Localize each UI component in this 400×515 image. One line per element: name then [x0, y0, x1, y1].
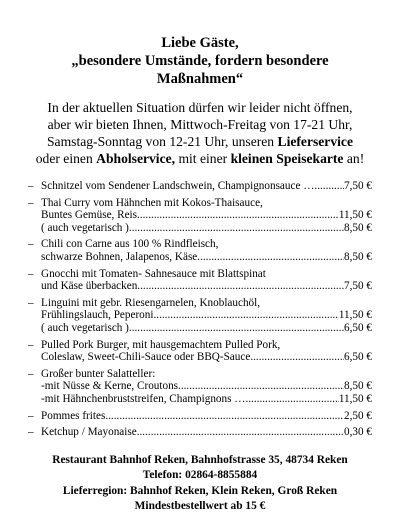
dot-leader — [129, 322, 344, 335]
menu-item — [28, 197, 372, 235]
menu-line-text: Buntes Gemüse, Reis — [41, 209, 138, 222]
menu-line-text: Chili con Carne aus 100 % Rindfleisch, — [41, 238, 219, 251]
dot-leader — [137, 426, 344, 439]
intro-line-3-text: Samstag-Sonntag von 12-21 Uhr, unseren — [46, 134, 278, 149]
menu-line — [41, 251, 372, 264]
dot-leader — [314, 180, 344, 193]
menu-line — [41, 322, 372, 335]
menu-item — [28, 426, 372, 439]
menu-line-price: 11,50 € — [338, 209, 372, 222]
dash-bullet: – — [28, 267, 34, 280]
menu-item-body — [41, 426, 372, 439]
menu-item-body — [41, 368, 372, 406]
speisekarte-label: kleinen Speisekarte — [230, 151, 344, 166]
menu-line-price: 8,50 € — [344, 380, 372, 393]
menu-item-body — [41, 410, 372, 423]
dash-bullet: – — [28, 367, 34, 380]
intro-line-1: In der aktuellen Situation dürfen wir leider nicht öffnen, — [47, 100, 353, 115]
menu-line-price: 8,50 € — [344, 250, 372, 263]
menu-line — [41, 222, 372, 235]
menu-item — [28, 268, 372, 293]
dash-bullet: – — [28, 338, 34, 351]
menu-line-text: Schnitzel vom Sendener Landschwein, Champignonsauce … — [41, 180, 315, 192]
dash-bullet: – — [28, 296, 34, 309]
menu-line-text: Pommes frites — [41, 409, 106, 422]
restaurant-phone: Telefon: 02864-8855884 — [142, 469, 258, 482]
menu-line-price: 7,50 € — [344, 180, 372, 192]
menu-item-body — [41, 268, 372, 293]
abholservice-label: Abholservice, — [96, 151, 176, 166]
menu-item-body — [41, 238, 372, 263]
intro-line-2: aber wir bieten Ihnen, Mittwoch-Freitag von 17-21 Uhr, — [47, 117, 353, 132]
menu-item — [28, 297, 372, 335]
menu-line — [41, 426, 372, 439]
dash-bullet: – — [28, 180, 34, 192]
menu-line-text: Großer bunter Salatteller: — [41, 367, 156, 380]
menu-line — [41, 309, 372, 322]
intro-text — [28, 99, 372, 167]
menu-item — [28, 410, 372, 423]
dash-bullet: – — [28, 426, 34, 439]
menu-line-text: und Käse überbacken — [41, 280, 138, 293]
greeting: Liebe Gäste, — [161, 35, 239, 51]
menu-item-body — [41, 180, 372, 193]
dot-leader — [197, 251, 344, 264]
intro-line-3 — [28, 133, 372, 150]
intro-line-4-text-b: mit einer — [175, 151, 231, 166]
menu-line-price: 8,50 € — [344, 221, 372, 234]
menu-line-price: 2,50 € — [344, 409, 372, 422]
menu-line — [41, 368, 372, 381]
menu-line-text: Pulled Pork Burger, mit hausgemachtem Pulled Pork, — [41, 338, 281, 351]
menu-line-price: 6,50 € — [344, 321, 372, 334]
footer — [28, 453, 372, 515]
menu-line — [41, 180, 372, 193]
menu-line-text: Thai Curry vom Hähnchen mit Kokos-Thaisauce, — [41, 196, 263, 209]
dot-leader — [250, 351, 344, 364]
dot-leader — [178, 380, 344, 393]
menu-line-text: -mit Nüsse & Kerne, Croutons — [41, 380, 179, 393]
menu-line — [41, 268, 372, 281]
menu-item — [28, 339, 372, 364]
menu-line — [41, 209, 372, 222]
menu-line-text: Coleslaw, Sweet-Chili-Sauce oder BBQ-Sauce — [41, 351, 251, 364]
menu-line-text: Linguini mit gebr. Riesengarnelen, Knoblauchöl, — [41, 296, 261, 309]
menu-line-text: ( auch vegetarisch ) — [41, 321, 129, 334]
menu-line-text: schwarze Bohnen, Jalapenos, Käse — [41, 250, 198, 263]
restaurant-address: Restaurant Bahnhof Reken, Bahnhofstrasse 35, 48734 Reken — [52, 453, 348, 466]
menu-list — [28, 180, 372, 439]
menu-item — [28, 368, 372, 406]
menu-line — [41, 238, 372, 251]
menu-item — [28, 238, 372, 263]
lieferservice-label: Lieferservice — [277, 134, 353, 149]
menu-line-price: 7,50 € — [344, 280, 372, 293]
dot-leader — [129, 222, 344, 235]
menu-line — [41, 339, 372, 352]
menu-line — [41, 380, 372, 393]
intro-line-4 — [28, 150, 372, 167]
menu-line-text: Gnocchi mit Tomaten- Sahnesauce mit Blattspinat — [41, 267, 266, 280]
menu-line — [41, 393, 372, 406]
menu-line — [41, 297, 372, 310]
dot-leader — [153, 309, 338, 322]
menu-line-text: ( auch vegetarisch ) — [41, 221, 129, 234]
menu-line — [41, 280, 372, 293]
menu-line-price: 11,50 € — [338, 309, 372, 322]
dot-leader — [137, 209, 339, 222]
dot-leader — [137, 280, 344, 293]
subtitle: „besondere Umstände, fordern besondere Maßnahmen“ — [71, 53, 329, 87]
dot-leader — [245, 393, 338, 406]
minimum-order: Mindestbestellwert ab 15 € — [134, 500, 266, 513]
dash-bullet: – — [28, 238, 34, 251]
menu-line-price: 6,50 € — [344, 351, 372, 364]
dash-bullet: – — [28, 409, 34, 422]
header — [28, 34, 372, 88]
intro-line-4-text-c: an! — [343, 151, 365, 166]
menu-item-body — [41, 339, 372, 364]
menu-line — [41, 351, 372, 364]
menu-item — [28, 180, 372, 193]
menu-line — [41, 410, 372, 423]
menu-line-text: -mit Hähnchenbruststreifen, Champignons … — [41, 392, 246, 405]
delivery-region: Lieferregion: Bahnhof Reken, Klein Reken, Groß Reken — [62, 484, 338, 497]
menu-line-price: 0,30 € — [344, 426, 372, 439]
menu-item-body — [41, 197, 372, 235]
menu-line-price: 11,50 € — [338, 392, 372, 405]
dot-leader — [105, 410, 344, 423]
intro-line-4-text-a: oder einen — [35, 151, 97, 166]
menu-line — [41, 197, 372, 210]
menu-line-text: Ketchup / Mayonaise — [41, 426, 137, 439]
dash-bullet: – — [28, 196, 34, 209]
menu-line-text: Frühlingslauch, Peperoni — [41, 309, 154, 322]
menu-item-body — [41, 297, 372, 335]
